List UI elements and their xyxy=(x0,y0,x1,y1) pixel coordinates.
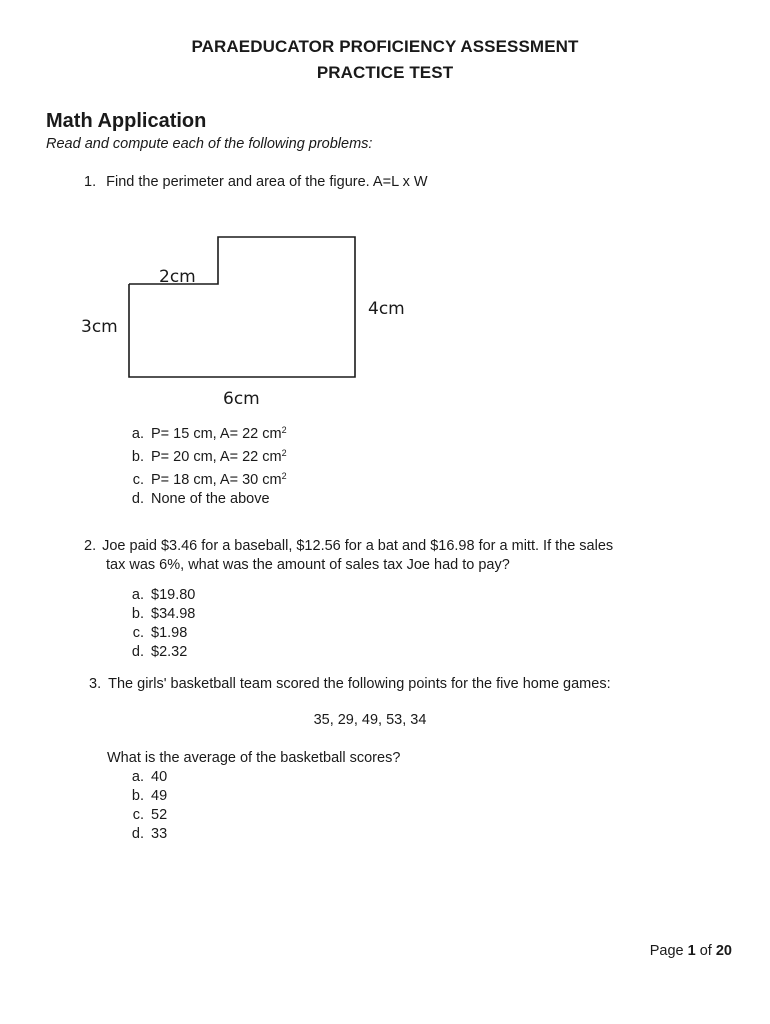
question-text-line1: Joe paid $3.46 for a baseball, $12.56 for a bat and $16.98 for a mitt. If the sales xyxy=(102,538,614,554)
figure-outline xyxy=(129,237,355,377)
section-title: Math Application xyxy=(46,110,207,132)
option-d[interactable]: d. 33 xyxy=(131,826,168,842)
score-list: 35, 29, 49, 53, 34 xyxy=(313,712,427,728)
option-b[interactable]: b. P= 20 cm, A= 22 $cm^2$ xyxy=(131,448,287,465)
option-b[interactable]: b. $34.98 xyxy=(131,606,196,622)
question-2 xyxy=(84,537,734,575)
figure-label-left: 3cm xyxy=(81,317,118,337)
option-c[interactable]: c. 52 xyxy=(132,807,168,823)
figure-label-bottom: 6cm xyxy=(223,389,260,409)
option-a[interactable]: a. P= 15 cm, A= 22 $cm^2$ xyxy=(131,425,287,442)
option-c[interactable]: c. $1.98 xyxy=(132,625,188,641)
option-d[interactable]: d. $2.32 xyxy=(131,644,188,660)
option-b[interactable]: b. 49 xyxy=(131,788,168,804)
question-number: 2. xyxy=(84,538,97,554)
question-3-options xyxy=(120,768,167,844)
section-instructions: Read and compute each of the following problems: xyxy=(46,136,373,152)
option-c[interactable]: c. P= 18 cm, A= 30 $cm^2$ xyxy=(132,471,287,488)
option-a[interactable]: a. 40 xyxy=(131,769,168,785)
question-number: 3. xyxy=(89,676,102,692)
option-d[interactable]: d. None of the above xyxy=(131,491,270,507)
question-text-line2: tax was 6%, what was the amount of sales tax Joe had to pay? xyxy=(106,557,510,573)
document-subtitle: PRACTICE TEST xyxy=(316,63,454,82)
figure-label-right: 4cm xyxy=(368,299,405,319)
document-title: PARAEDUCATOR PROFICIENCY ASSESSMENT xyxy=(191,37,579,56)
question-1-options xyxy=(120,421,287,509)
option-a[interactable]: a. $19.80 xyxy=(131,587,196,603)
question-1 xyxy=(84,173,428,192)
question-text: Find the perimeter and area of the figure. A=L x W xyxy=(106,174,428,190)
question-3 xyxy=(89,675,611,694)
question-number: 1. xyxy=(84,174,97,190)
l-shape-figure xyxy=(70,222,430,412)
question-2-options xyxy=(120,586,195,662)
question-text: The girls' basketball team scored the following points for the five home games: xyxy=(108,676,611,692)
page-number: Page 1 of 20 xyxy=(649,943,732,959)
question-prompt: What is the average of the basketball scores? xyxy=(107,750,401,766)
figure-label-top: 2cm xyxy=(159,267,196,287)
